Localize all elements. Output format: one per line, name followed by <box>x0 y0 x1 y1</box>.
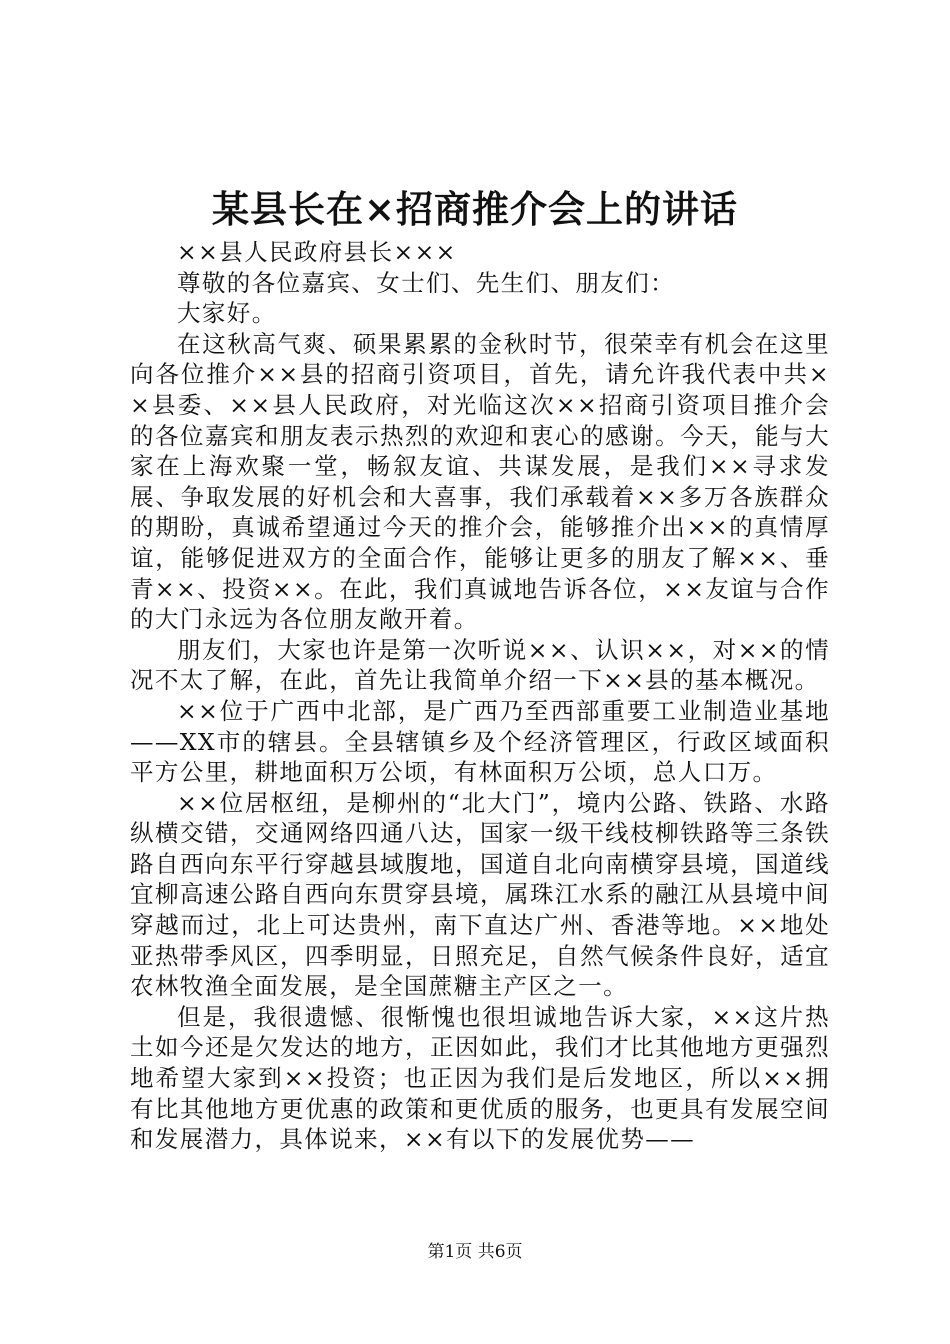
paragraph-advantages: 但是，我很遗憾、很惭愧也很坦诚地告诉大家，××这片热土如今还是欠发达的地方，正因如此，我们才比其他地方更强烈地希望大家到××投资；也正因为我们是后发地区，所以××拥有比其他地方更优惠的政策和更优质的服务，也更具有发展空间和发展潜力，具体说来，××有以下的发展优势—— <box>130 1002 830 1154</box>
document-body <box>130 237 830 1155</box>
paragraph-transport: ××位居枢纽，是柳州的“北大门”，境内公路、铁路、水路纵横交错，交通网络四通八达，国家一级干线枝柳铁路等三条铁路自西向东平行穿越县域腹地，国道自北向南横穿县境，国道线宜柳高速公路自西向东贯穿县境，属珠江水系的融江从县境中间穿越而过，北上可达贵州，南下直达广州、香港等地。××地处亚热带季风区，四季明显，日照充足，自然气候条件良好，适宜农林牧渔全面发展，是全国蔗糖主产区之一。 <box>130 788 830 1001</box>
paragraph-introduction: 朋友们，大家也许是第一次听说××、认识××，对××的情况不太了解，在此，首先让我简单介绍一下××县的基本概况。 <box>130 635 830 695</box>
paragraph-welcome: 在这秋高气爽、硕果累累的金秋时节，很荣幸有机会在这里向各位推介××县的招商引资项目，首先，请允许我代表中共××县委、××县人民政府，对光临这次××招商引资项目推介会的各位嘉宾和朋友表示热烈的欢迎和衷心的感谢。今天，能与大家在上海欢聚一堂，畅叙友谊、共谋发展，是我们××寻求发展、争取发展的好机会和大喜事，我们承载着××多万各族群众的期盼，真诚希望通过今天的推介会，能够推介出××的真情厚谊，能够促进双方的全面合作，能够让更多的朋友了解××、垂青××、投资××。在此，我们真诚地告诉各位，××友谊与合作的大门永远为各位朋友敞开着。 <box>130 329 830 634</box>
document-title: 某县长在×招商推介会上的讲话 <box>211 187 738 231</box>
salutation: 尊敬的各位嘉宾、女士们、先生们、朋友们： <box>177 268 675 297</box>
paragraph-location: ××位于广西中北部，是广西乃至西部重要工业制造业基地——XX市的辖县。全县辖镇乡及个经济管理区，行政区域面积平方公里，耕地面积万公顷，有林面积万公顷，总人口万。 <box>130 696 830 787</box>
speaker-line: ××县人民政府县长××× <box>177 238 457 266</box>
greeting: 大家好。 <box>177 299 277 328</box>
page-footer: 第1页 共6页 <box>427 1242 523 1262</box>
